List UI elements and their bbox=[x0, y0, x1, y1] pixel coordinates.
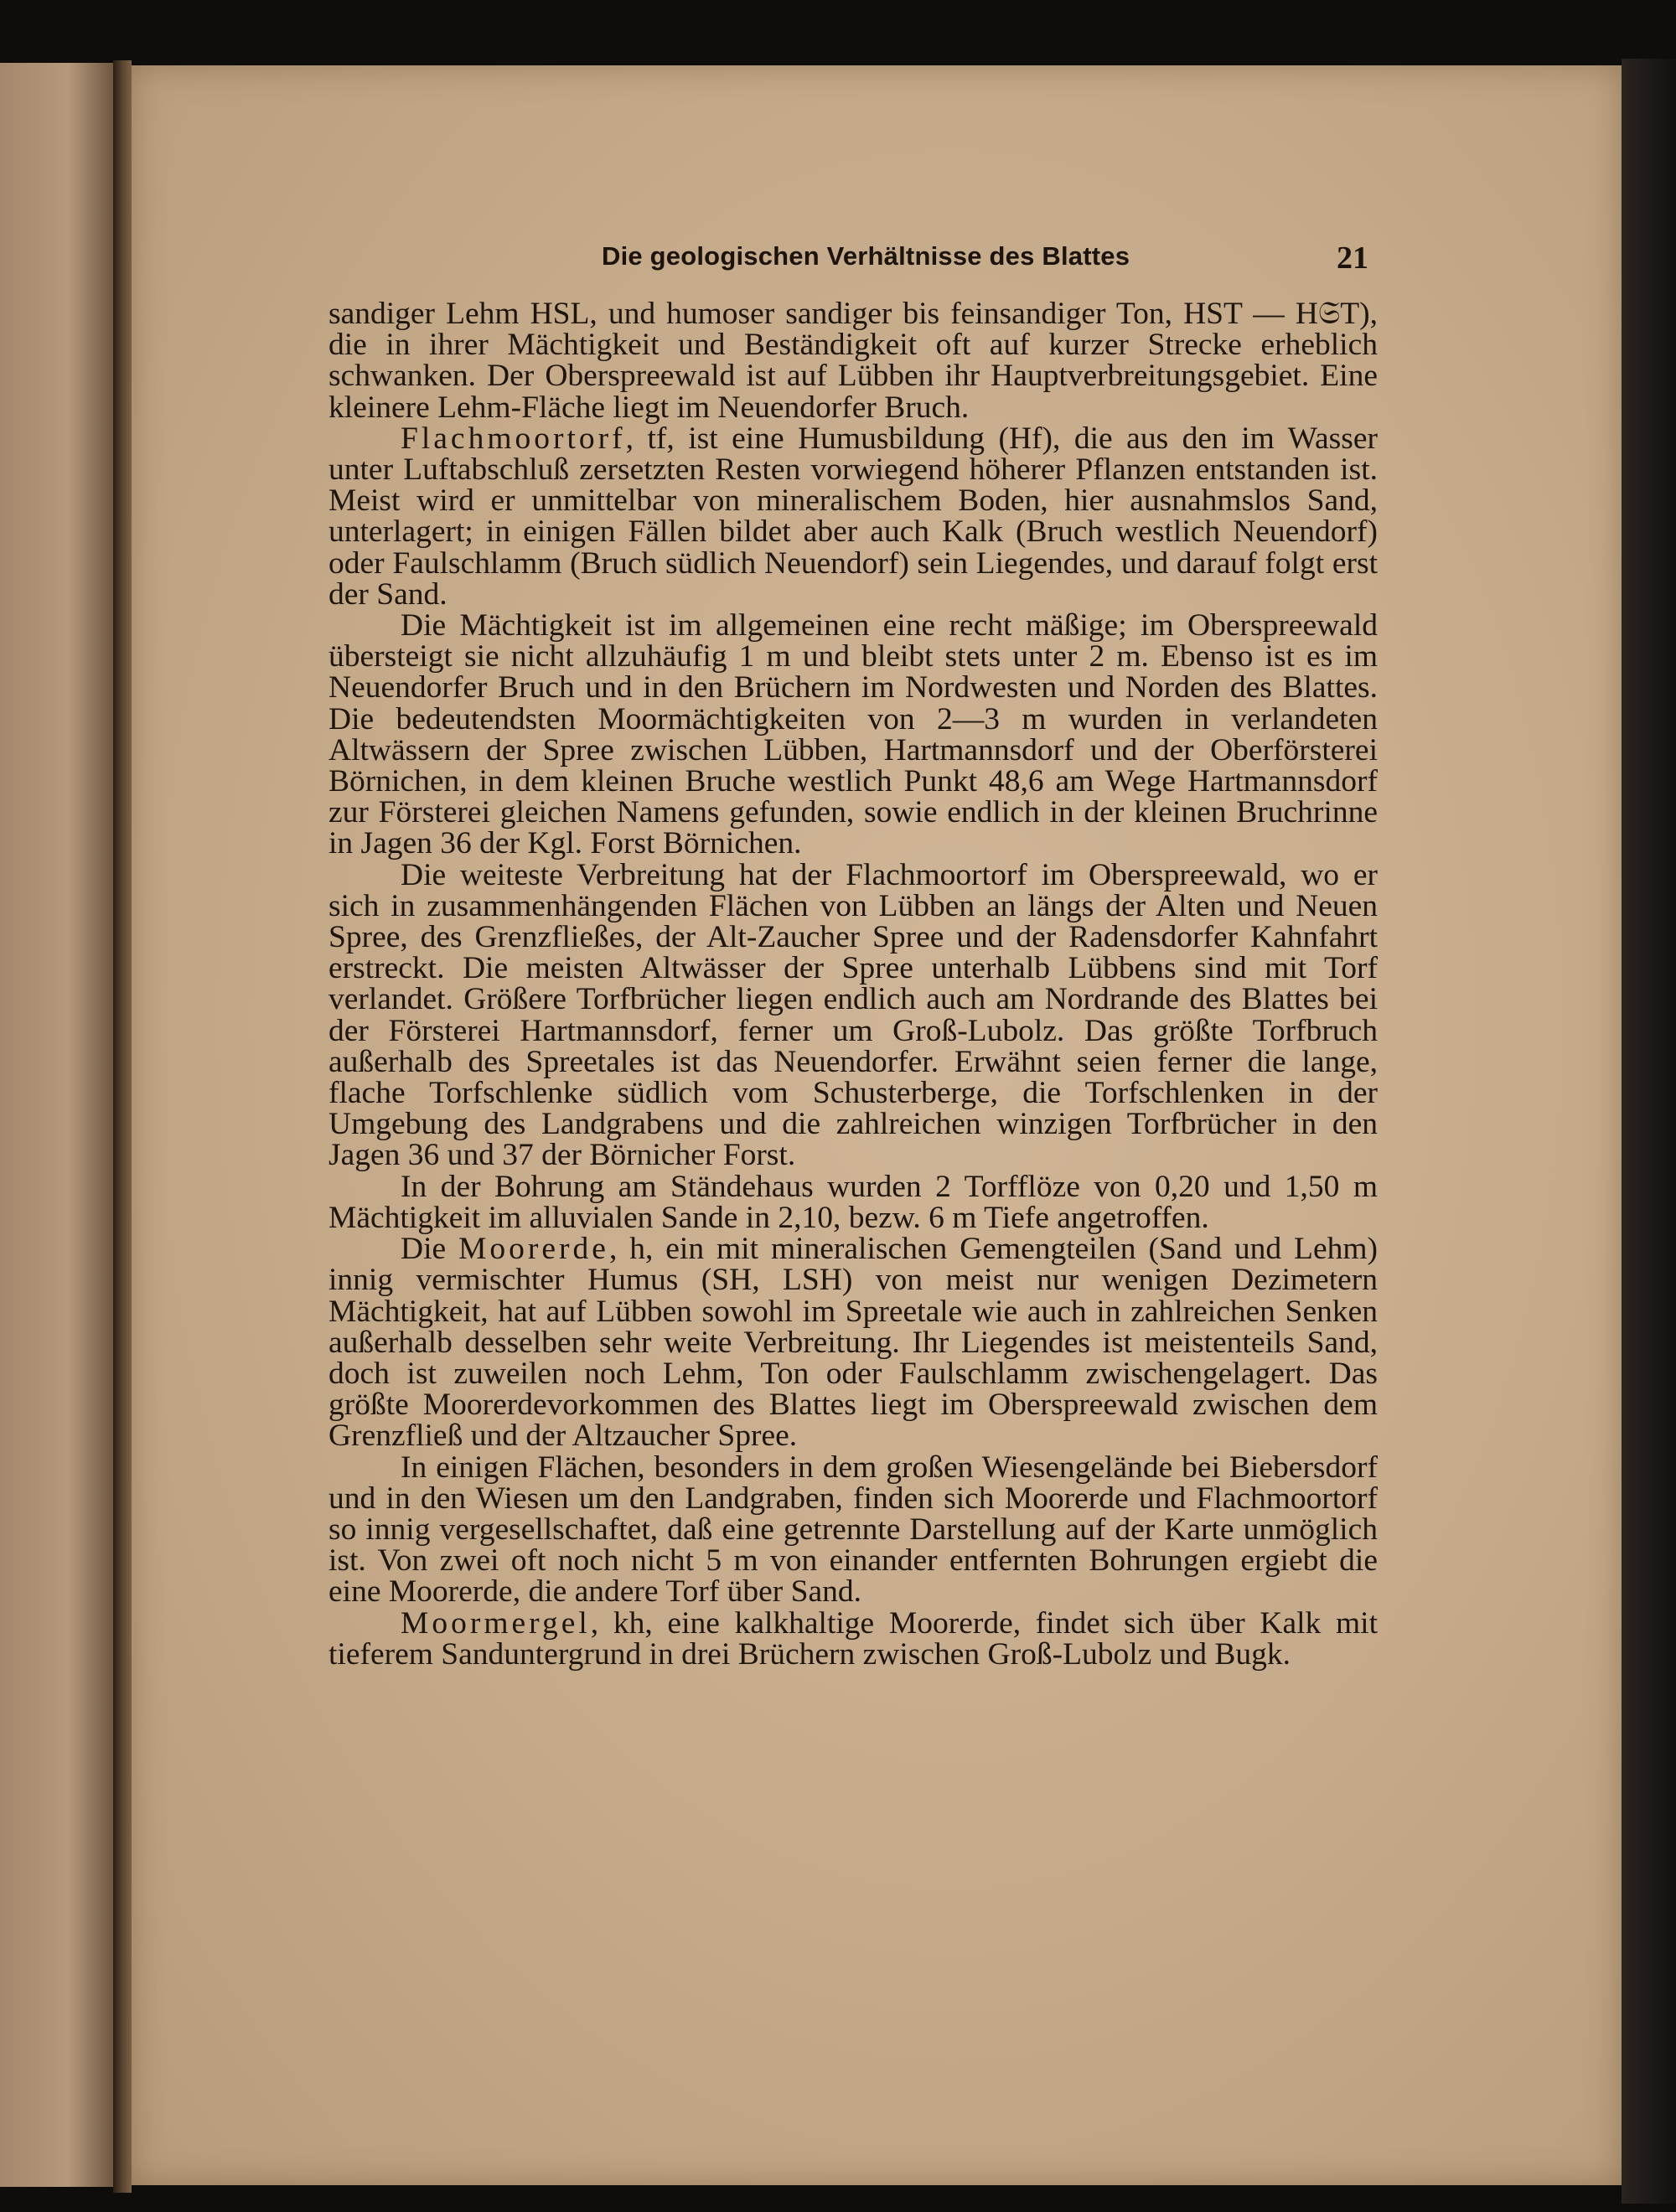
paragraph-text: Die Mächtigkeit ist im allgemeinen eine recht mäßige; im Oberspreewald übersteigt sie nicht allzuhäufig 1 m und bleibt stets unter 2 m. Ebenso ist es im Neuendorfer Bruch und in den Brüchern im Nordwesten und Norden des Blattes. Die bedeutendsten Moormächtigkeiten von 2—3 m wurden in verlandeten Altwässern der Spree zwischen Lübben, Hartmannsdorf und der Oberförsterei Börnichen, in dem kleinen Bruche westlich Punkt 48,6 am Wege Hartmannsdorf zur Försterei gleichen Namens gefunden, sowie endlich in der kleinen Bruchrinne in Jagen 36 der Kgl. Forst Börnichen. bbox=[328, 608, 1378, 861]
paragraph bbox=[328, 1171, 1378, 1233]
term-moormergel: Moormergel bbox=[401, 1605, 591, 1641]
book-gutter bbox=[113, 60, 132, 2193]
paragraph bbox=[328, 610, 1378, 860]
paragraph-prefix: Die bbox=[401, 1232, 459, 1267]
running-title: Die geologischen Verhältnisse des Blattes bbox=[602, 241, 1130, 271]
scan-border bbox=[1622, 59, 1676, 2204]
page-header bbox=[602, 241, 1368, 282]
paragraph-text: , tf, ist eine Humusbildung (Hf), die aus den im Wasser unter Luftabschluß zersetzten Resten vorwiegend höherer Pflanzen entstanden ist. Meist wird er unmittelbar von mineralischem Boden, hier ausnahmslos Sand, unterlagert; in einigen Fällen bildet aber auch Kalk (Bruch westlich Neuendorf) oder Faulschlamm (Bruch südlich Neuendorf) sein Liegendes, und darauf folgt erst der Sand. bbox=[328, 421, 1378, 612]
paragraph-text: In einigen Flächen, besonders in dem großen Wiesengelände bei Biebersdorf und in den Wiesen um den Landgraben, finden sich Moorerde und Flachmoortorf so innig vergesellschaftet, daß eine getrennte Darstellung auf der Karte unmöglich ist. Von zwei oft noch nicht 5 m von einander entfernten Bohrungen ergiebt die eine Moorerde, die andere Torf über Sand. bbox=[328, 1450, 1378, 1610]
paragraph-text: sandiger Lehm HSL, und humoser sandiger bis feinsandiger Ton, HST — H𝔖T), die in ihrer Mächtigkeit und Beständigkeit oft auf kurzer Strecke erheblich schwanken. Der Oberspreewald ist auf Lübben ihr Hauptverbreitungsgebiet. Eine kleinere Lehm-Fläche liegt im Neuendorfer Bruch. bbox=[328, 297, 1378, 425]
term-moorerde: Moorerde bbox=[458, 1232, 609, 1267]
paragraph bbox=[328, 857, 1378, 1173]
paragraph-text: In der Bohrung am Ständehaus wurden 2 Torfflöze von 0,20 und 1,50 m Mächtigkeit im alluvialen Sande in 2,10, bezw. 6 m Tiefe angetroffen. bbox=[328, 1169, 1378, 1235]
page-number: 21 bbox=[1337, 240, 1368, 276]
paragraph bbox=[328, 1605, 1378, 1672]
paragraph bbox=[328, 423, 1378, 610]
paragraph bbox=[328, 1452, 1378, 1608]
paragraph-text: , h, ein mit mineralischen Gemengteilen (Sand und Lehm) innig vermischter Humus (SH, LSH) von meist nur wenigen Dezimetern Mächtigkeit, hat auf Lübben sowohl im Spreetale wie auch in zahlreichen Senken außerhalb desselben sehr weite Verbreitung. Ihr Liegendes ist meistenteils Sand, doch ist zuweilen noch Lehm, Ton oder Faulschlamm zwischengelagert. Das größte Moorerdevorkommen des Blattes liegt im Oberspreewald zwischen dem Grenzfließ und der Altzaucher Spree. bbox=[328, 1232, 1378, 1454]
term-flachmoortorf: Flachmoortorf bbox=[401, 421, 626, 456]
paragraph-text: , kh, eine kalkhaltige Moorerde, findet sich über Kalk mit tieferem Sanduntergrund in drei Brüchern zwischen Groß-Lubolz und Bugk. bbox=[328, 1605, 1378, 1672]
paragraph-text: Die weiteste Verbreitung hat der Flachmoortorf im Oberspreewald, wo er sich in zusammenhängenden Flächen von Lübben an längs der Alten und Neuen Spree, des Grenzfließes, der Alt-Zaucher Spree und der Radensdorfer Kahnfahrt erstreckt. Die meisten Altwässer der Spree unterhalb Lübbens sind mit Torf verlandet. Größere Torfbrücher liegen endlich auch am Nordrande des Blattes bei der Försterei Hartmannsdorf, ferner um Groß-Lubolz. Das größte Torfbruch außerhalb des Spreetales ist das Neuendorfer. Erwähnt seien ferner die lange, flache Torfschlenke südlich vom Schusterberge, die Torfschlenken in der Umgebung des Landgrabens und die zahlreichen winzigen Torfbrücher in den Jagen 36 und 37 der Börnicher Forst. bbox=[328, 857, 1378, 1173]
body-text bbox=[328, 298, 1378, 1670]
paragraph bbox=[328, 298, 1378, 423]
facing-page-edge bbox=[0, 63, 113, 2187]
paragraph bbox=[328, 1232, 1378, 1454]
